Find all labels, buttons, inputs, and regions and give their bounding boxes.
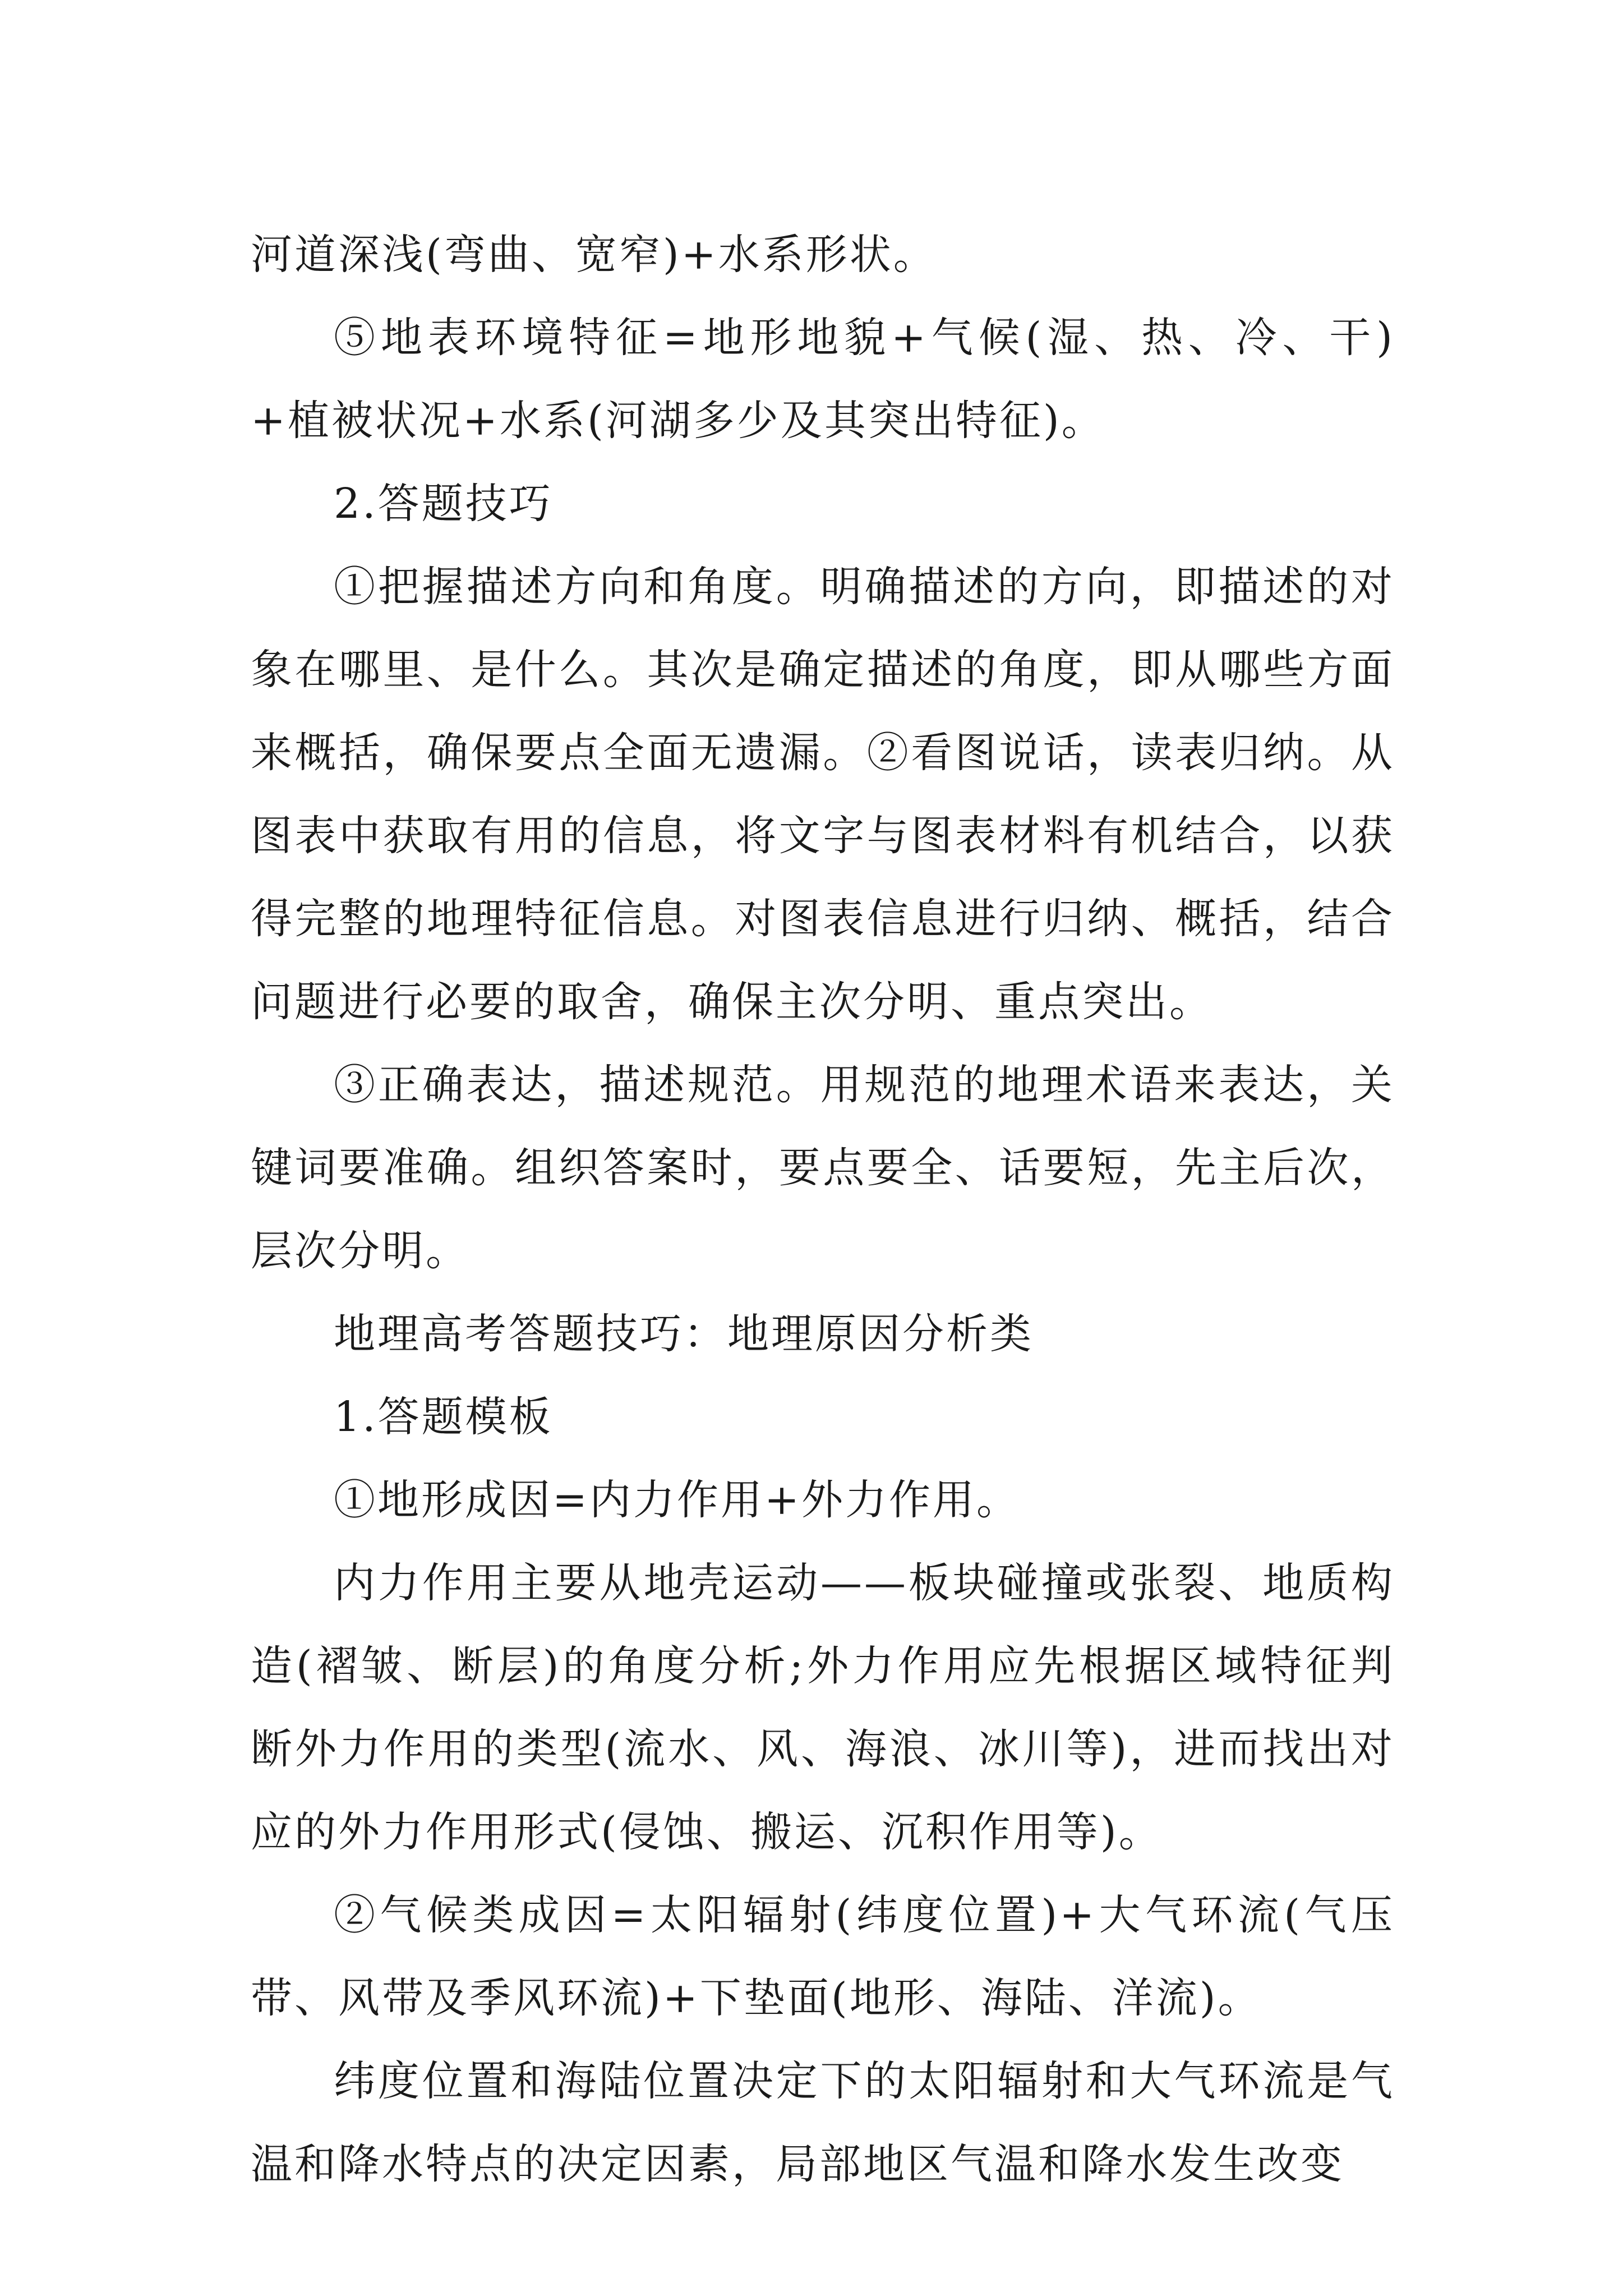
paragraph-10: ②气候类成因=太阳辐射(纬度位置)+大气环流(气压带、风带及季风环流)+下垫面(地形、海陆、洋流)。 [251, 1891, 1395, 2022]
paragraph-5: ③正确表达，描述规范。用规范的地理术语来表达，关键词要准确。组织答案时，要点要全、话要短，先主后次，层次分明。 [251, 1061, 1395, 1275]
section-heading-template: 1.答题模板 [334, 1393, 553, 1441]
section-title-cause-analysis: 地理高考答题技巧：地理原因分析类 [334, 1310, 1034, 1358]
paragraph-2: ⑤地表环境特征=地形地貌+气候(湿、热、冷、干)+植被状况+水系(河湖多少及其突出特征)。 [251, 314, 1395, 445]
paragraph-11: 纬度位置和海陆位置决定下的太阳辐射和大气环流是气温和降水特点的决定因素，局部地区气温和降水发生改变 [251, 2057, 1395, 2188]
section-heading-skills: 2.答题技巧 [334, 480, 553, 528]
paragraph-9: 内力作用主要从地壳运动——板块碰撞或张裂、地质构造(褶皱、断层)的角度分析;外力作用应先根据区域特征判断外力作用的类型(流水、风、海浪、冰川等)，进而找出对应的外力作用形式(侵蚀、搬运、沉积作用等)。 [251, 1559, 1395, 1856]
paragraph-8: ①地形成因=内力作用+外力作用。 [334, 1476, 1021, 1524]
document-body [251, 213, 1395, 2206]
paragraph-1: 河道深浅(弯曲、宽窄)+水系形状。 [251, 231, 937, 279]
paragraph-4: ①把握描述方向和角度。明确描述的方向，即描述的对象在哪里、是什么。其次是确定描述的角度，即从哪些方面来概括，确保要点全面无遗漏。②看图说话，读表归纳。从图表中获取有用的信息，将文字与图表材料有机结合，以获得完整的地理特征信息。对图表信息进行归纳、概括，结合问题进行必要的取舍，确保主次分明、重点突出。 [251, 563, 1395, 1026]
